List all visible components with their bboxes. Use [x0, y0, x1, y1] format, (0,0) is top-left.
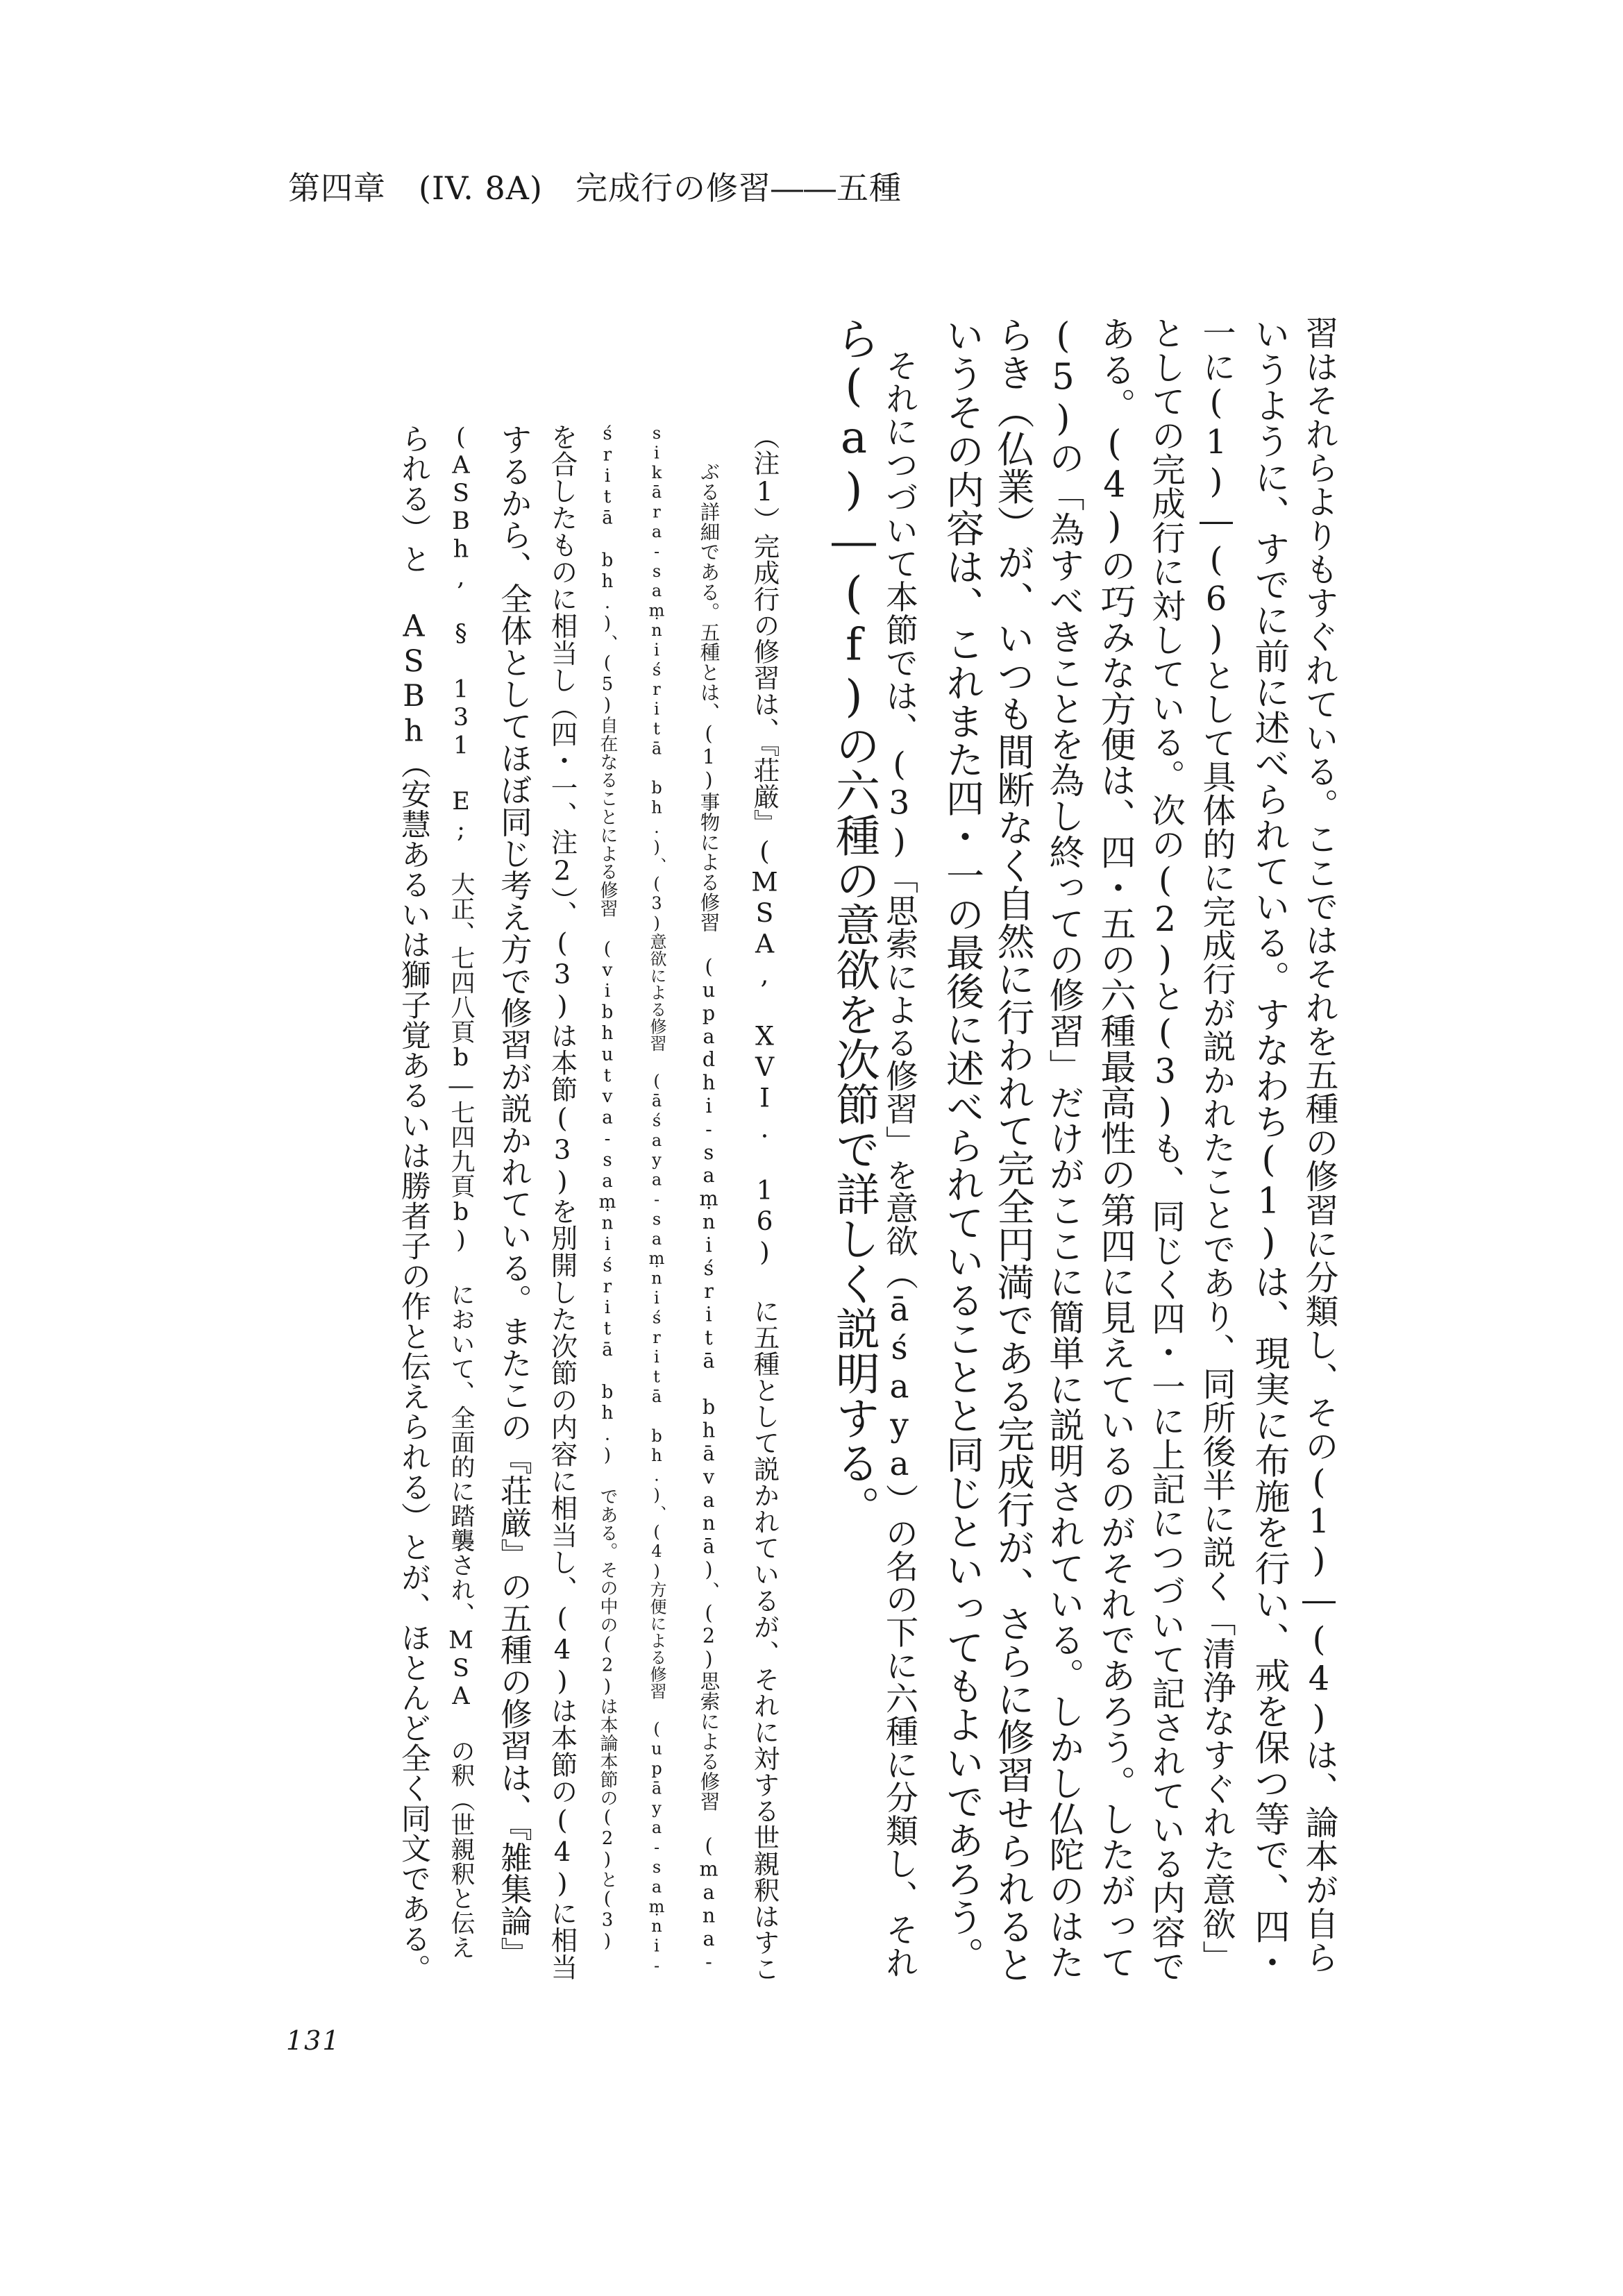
body-column: ら(a)―(f)の六種の意欲を次節で詳しく説明する。 — [828, 316, 880, 1530]
page-number: 131 — [286, 2025, 341, 2056]
note-column: sikāra-saṃniśritā bh.)、(3)意欲による修習 (āśaya-saṃniśritā bh.)、(4)方便による修習 (upāya-saṃni- — [647, 423, 666, 1976]
note-column: られる）と ASBh（安慧あるいは獅子覚あるいは勝者子の作と伝えられる）とが、ほとんど全く同文である。 — [396, 423, 431, 1984]
body-column: 習はそれらよりもすぐれている。ここではそれを五種の修習に分類し、その(1)―(4)は、論本が自ら — [1300, 316, 1338, 1974]
body-column: 一に(1)―(6)として具体的に完成行が説かれたことであり、同所後半に説く「清浄なすぐれた意欲」 — [1197, 316, 1236, 1974]
body-column: (5)の「為すべきことを為し終っての修習」だけがここに簡単に説明されている。しかし仏陀のはた — [1043, 316, 1084, 1980]
body-column: それにつづいて本節では、(3)「思索による修習」を意欲（āśaya）の名の下に六種に分類し、それ — [880, 316, 918, 1980]
running-head: 第四章 (IV. 8A) 完成行の修習――五種 — [288, 169, 902, 207]
note-column: を合したものに相当し（四・一、注2）、(3)は本節(3)を別開した次節の内容に相当し、(4)は本節の(4)に相当 — [546, 423, 578, 1981]
note-column: （注1）完成行の修習は、『荘厳』(MSA, XVI. 16) に五種として説かれているが、それに対する世親釈はすこ — [749, 423, 780, 1982]
note-column: ぶる詳細である。五種とは、(1)事物による修習 (upadhi-saṃniśritā bhāvanā)、(2)思索による修習 (mana- — [697, 462, 721, 1974]
body-column: いうその内容は、これまた四・一の最後に述べられていることと同じといってもよいであろう。 — [940, 316, 984, 1975]
note-column: (ASBh, § 131 E; 大正、七四八頁b―七四九頁b) において、全面的に踏襲され、MSA の釈（世親釈と伝え — [447, 423, 475, 1960]
body-column: としての完成行に対している。次の(2)と(3)も、同じく四・一に上記につづいて記されている内容で — [1145, 316, 1185, 1983]
note-column: śritā bh.)、(5)自在なることによる修習 (vibhutva-saṃniśritā bh.) である。その中の(2)は本論本節の(2)と(3) — [597, 423, 618, 1952]
body-column: ある。(4)の巧みな方便は、四・五の六種最高性の第四に見えているのがそれであろう。したがって — [1094, 316, 1135, 1980]
body-column: らき（仏業）が、いつも間断なく自然に行われて完全円満である完成行が、さらに修習せられると — [991, 316, 1035, 1984]
note-column: するから、全体としてほぼ同じ考え方で修習が説かれている。またこの『荘厳』の五種の修習は、『雑集論』 — [496, 423, 533, 1969]
body-column: いうように、すでに前に述べられている。すなわち(1)は、現実に布施を行い、戒を保つ等で、四・ — [1248, 316, 1289, 1980]
